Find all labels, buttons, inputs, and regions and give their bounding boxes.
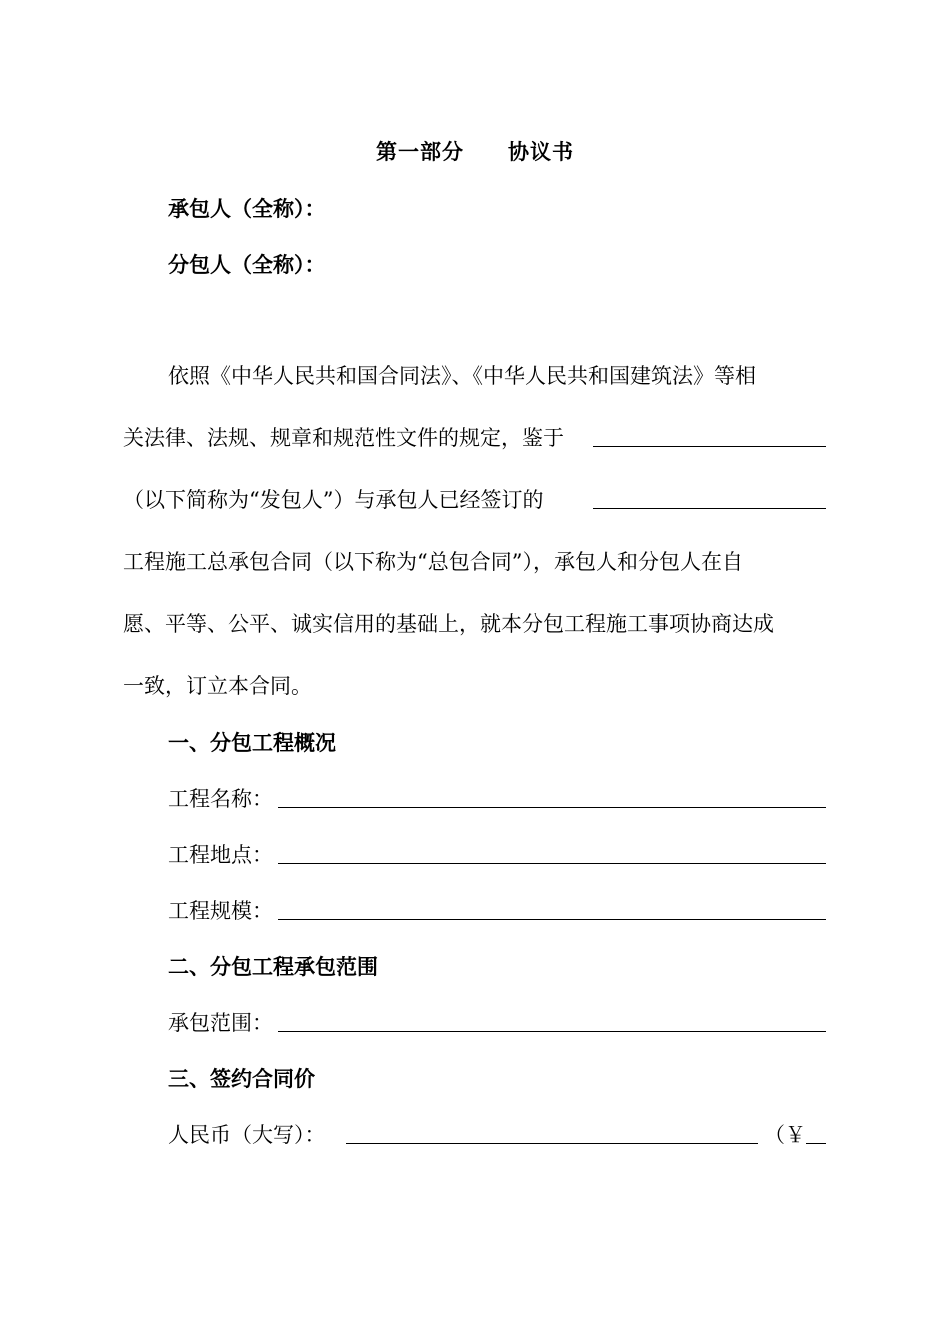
yen-amount-blank[interactable] — [806, 1143, 826, 1144]
subcontractor-label: 分包人（全称）： — [168, 253, 326, 277]
section2-heading: 二、分包工程承包范围 — [168, 955, 378, 979]
project-location-blank[interactable] — [278, 863, 826, 864]
preamble-line-2: 关法律、法规、规章和规范性文件的规定，鉴于 — [123, 426, 564, 450]
project-location-label: 工程地点： — [168, 843, 273, 867]
section3-heading: 三、签约合同价 — [168, 1067, 315, 1091]
employer-name-blank[interactable] — [593, 446, 826, 447]
scope-blank[interactable] — [278, 1031, 826, 1032]
project-scale-blank[interactable] — [278, 919, 826, 920]
preamble-line-4: 工程施工总承包合同（以下称为“总包合同”），承包人和分包人在自 — [123, 550, 743, 574]
preamble-line-5: 愿、平等、公平、诚实信用的基础上，就本分包工程施工事项协商达成 — [123, 612, 774, 636]
preamble-line-6: 一致，订立本合同。 — [123, 674, 312, 698]
page-title — [0, 136, 950, 166]
preamble-line-3: （以下简称为“发包人”）与承包人已经签订的 — [123, 488, 544, 512]
project-name-blank[interactable] — [278, 807, 826, 808]
preamble-line-1: 依照《中华人民共和国合同法》、《中华人民共和国建筑法》等相 — [168, 364, 756, 388]
rmb-uppercase-label: 人民币（大写）： — [168, 1123, 326, 1147]
project-scale-label: 工程规模： — [168, 899, 273, 923]
title-part: 第一部分 — [376, 140, 464, 164]
scope-label: 承包范围： — [168, 1011, 273, 1035]
rmb-uppercase-blank[interactable] — [346, 1143, 758, 1144]
section1-heading: 一、分包工程概况 — [168, 731, 336, 755]
project-name-label: 工程名称： — [168, 787, 273, 811]
yen-prefix: （￥ — [764, 1123, 806, 1147]
contractor-label: 承包人（全称）： — [168, 197, 326, 221]
general-contract-blank[interactable] — [593, 508, 826, 509]
title-name: 协议书 — [508, 140, 574, 164]
